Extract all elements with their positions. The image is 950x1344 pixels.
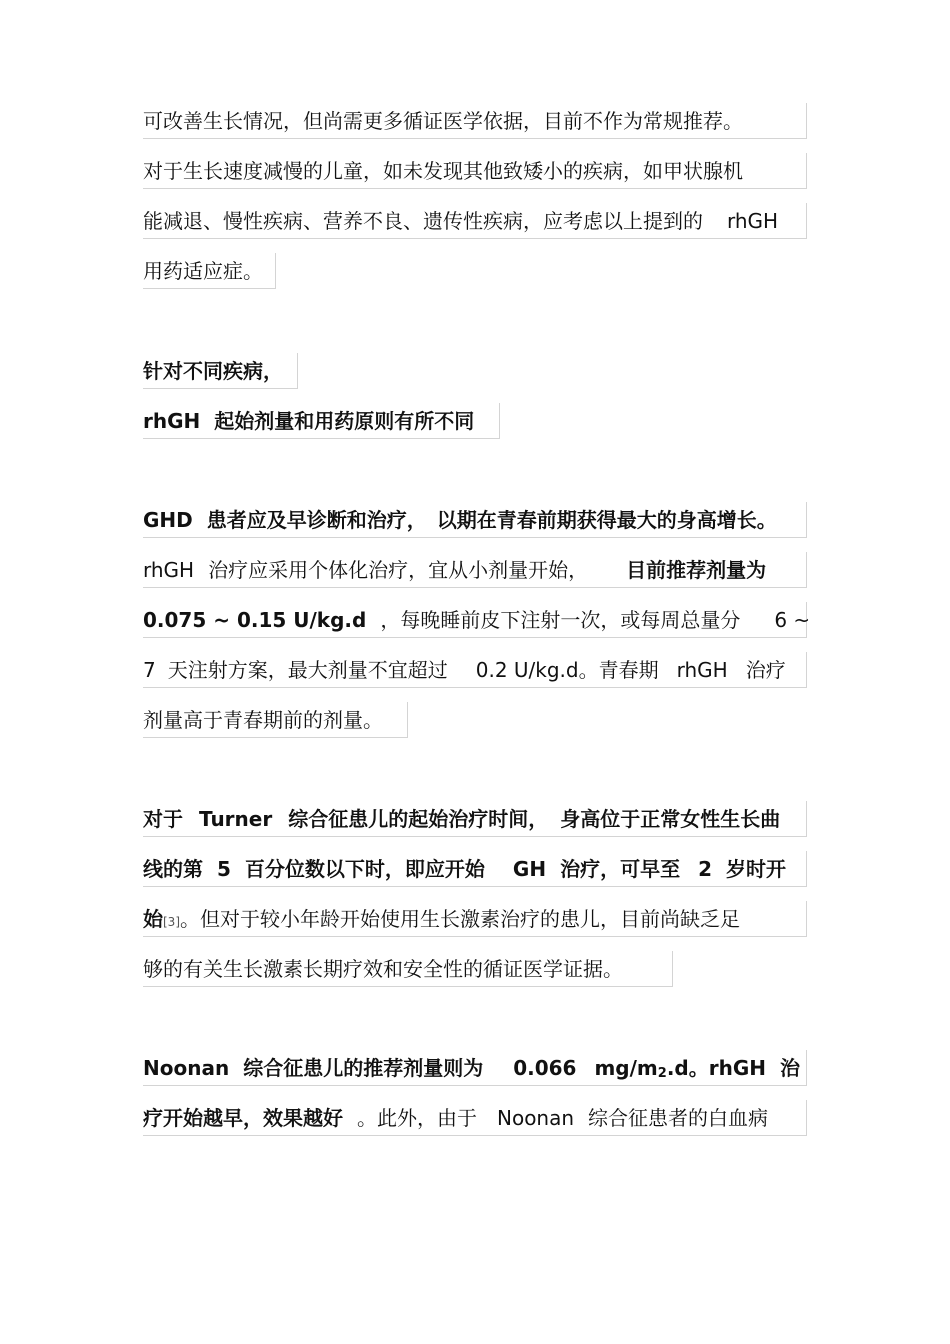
text: 身高位于正常女性生长曲: [560, 807, 781, 831]
section-heading: [143, 353, 298, 389]
text: Noonan: [497, 1106, 575, 1130]
text-line: [143, 851, 807, 887]
text: 对于: [143, 807, 183, 831]
text-line: [143, 1050, 807, 1086]
section-heading: [143, 403, 500, 439]
text: 6 ~: [774, 608, 811, 632]
text: Noonan: [143, 1056, 230, 1080]
text-line: [143, 502, 807, 538]
text: 可改善生长情况，但尚需更多循证医学依据，目前不作为常规推荐。: [143, 109, 743, 133]
text: 治疗: [745, 658, 786, 682]
text: .d。rhGH: [666, 1056, 766, 1080]
text: 以期在青春前期获得最大的身高增长。: [436, 508, 777, 532]
text: 。但对于较小年龄开始使用生长激素治疗的患儿，目前尚缺乏足: [180, 907, 740, 931]
text: GHD: [143, 508, 193, 532]
text: 百分位数以下时，即应开始: [244, 857, 485, 881]
text: 目前推荐剂量为: [626, 558, 767, 582]
text: 综合征患儿的推荐剂量则为: [243, 1056, 484, 1080]
text-line: [143, 702, 408, 738]
text: mg/m: [594, 1056, 658, 1080]
text: 5: [217, 857, 231, 881]
text: 剂量高于青春期前的剂量。: [143, 708, 383, 732]
text: 治: [780, 1056, 800, 1080]
text: 天注射方案，最大剂量不宜超过: [167, 658, 448, 682]
text: 疗开始越早，效果越好: [143, 1106, 343, 1130]
text-line: [143, 203, 807, 239]
text: rhGH: [676, 658, 728, 682]
text: 始: [143, 907, 163, 931]
text-line: [143, 253, 276, 289]
text: GH: [512, 857, 547, 881]
text: 0.2 U/kg.d: [475, 658, 579, 682]
text: 能减退、慢性疾病、营养不良、遗传性疾病，应考虑以上提到的: [143, 209, 703, 233]
text: 针对不同疾病，: [143, 359, 283, 383]
text: rhGH: [143, 409, 201, 433]
text-line: [143, 1100, 807, 1136]
text-line: [143, 103, 807, 139]
text: 综合征患者的白血病: [588, 1106, 769, 1130]
text-line: [143, 153, 807, 189]
text-line: [143, 901, 807, 937]
text: 0.066: [513, 1056, 577, 1080]
text: 。此外，由于: [357, 1106, 477, 1130]
text-line: [143, 951, 673, 987]
text-line: [143, 801, 807, 837]
text: 治疗应采用个体化治疗，宜从小剂量开始，: [208, 558, 589, 582]
text: 。青春期: [578, 658, 659, 682]
text-line: [143, 652, 807, 688]
text: 综合征患儿的起始治疗时间，: [288, 807, 549, 831]
text: rhGH: [727, 209, 779, 233]
text: 岁时开: [726, 857, 786, 881]
text: 够的有关生长激素长期疗效和安全性的循证医学证据。: [143, 957, 623, 981]
text: 患者应及早诊断和治疗，: [206, 508, 427, 532]
text: 起始剂量和用药原则有所不同: [214, 409, 475, 433]
citation: [3]: [163, 915, 180, 929]
text: 治疗，可早至: [560, 857, 681, 881]
text: ，每晚睡前皮下注射一次，或每周总量分: [380, 608, 741, 632]
text: Turner: [199, 807, 273, 831]
text-line: [143, 602, 811, 638]
text: 0.075 ~ 0.15 U/kg.d: [143, 608, 367, 632]
text: 对于生长速度减慢的儿童，如未发现其他致矮小的疾病，如甲状腺机: [143, 159, 743, 183]
text: 2: [698, 857, 712, 881]
text: 线的第: [143, 857, 203, 881]
text: rhGH: [143, 558, 195, 582]
text: 7: [143, 658, 156, 682]
text: 用药适应症。: [143, 259, 263, 283]
subscript: 2: [657, 1066, 667, 1081]
text-line: [143, 552, 807, 588]
